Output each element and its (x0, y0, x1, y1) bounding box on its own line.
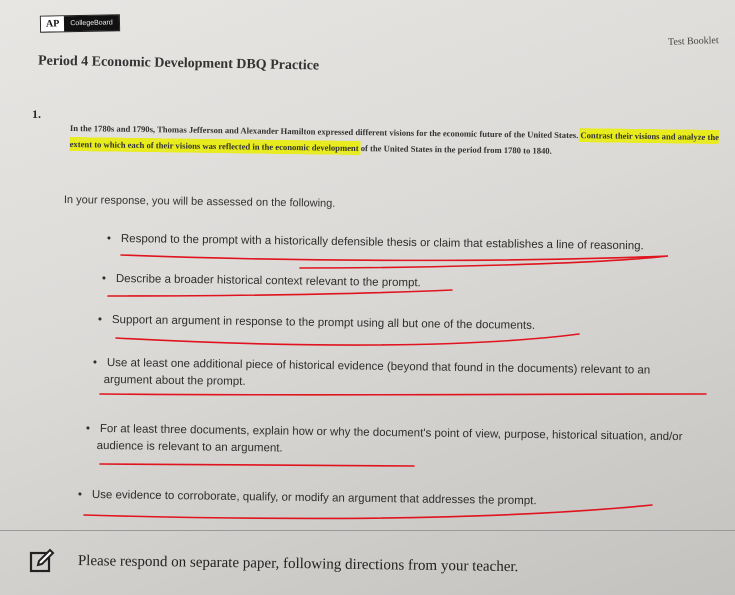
footer-divider (0, 530, 735, 531)
criterion-text: Respond to the prompt with a historically defensible thesis or claim that establishes a line of reasoning. (120, 233, 644, 253)
ap-label: AP (41, 16, 65, 31)
underline (108, 290, 452, 296)
criterion-text: Use evidence to corroborate, qualify, or modify an argument that addresses the prompt. (91, 489, 537, 508)
underline (116, 334, 579, 345)
criterion-text: Use at least one additional piece of historical evidence (beyond that found in the documents) relevant to an (106, 356, 651, 377)
criterion-text: Describe a broader historical context relevant to the prompt. (115, 273, 421, 290)
bullet-icon: • (92, 356, 98, 369)
test-booklet-label: Test Booklet (667, 35, 719, 48)
bullet-icon: • (97, 313, 103, 326)
bullet-icon: • (85, 422, 91, 435)
question-number: 1. (32, 107, 41, 121)
underline (121, 255, 668, 268)
prompt-text: In the 1780s and 1790s, Thomas Jefferson and Alexander Hamilton expressed different visions for the economic future of the United States. (69, 122, 579, 141)
prompt-text-end: of the United States in the period from 1780 to 1840. (358, 143, 552, 156)
bullet-icon: • (101, 272, 107, 285)
criterion-text: argument about the prompt. (103, 373, 246, 388)
edit-icon (28, 548, 56, 576)
bullet-icon: • (106, 232, 112, 245)
assessment-intro: In your response, you will be assessed on the following. (63, 194, 336, 210)
underline (100, 464, 414, 466)
underline (84, 505, 652, 519)
criterion-text: Support an argument in response to the prompt using all but one of the documents. (111, 314, 536, 332)
bullet-icon: • (77, 488, 83, 501)
footer-instruction: Please respond on separate paper, following directions from your teacher. (77, 553, 519, 576)
page-title: Period 4 Economic Development DBQ Practice (37, 53, 320, 74)
highlighted-prompt-text: Contrast their visions and analyze the extent to which each of their visions was reflected in the economic development (69, 130, 720, 154)
criterion-text: audience is relevant to an argument. (96, 439, 283, 455)
collegeboard-label: CollegeBoard (64, 15, 119, 31)
underline (100, 394, 706, 395)
criterion-text: For at least three documents, explain how or why the document's point of view, purpose, historical situation, and/or (99, 422, 683, 444)
